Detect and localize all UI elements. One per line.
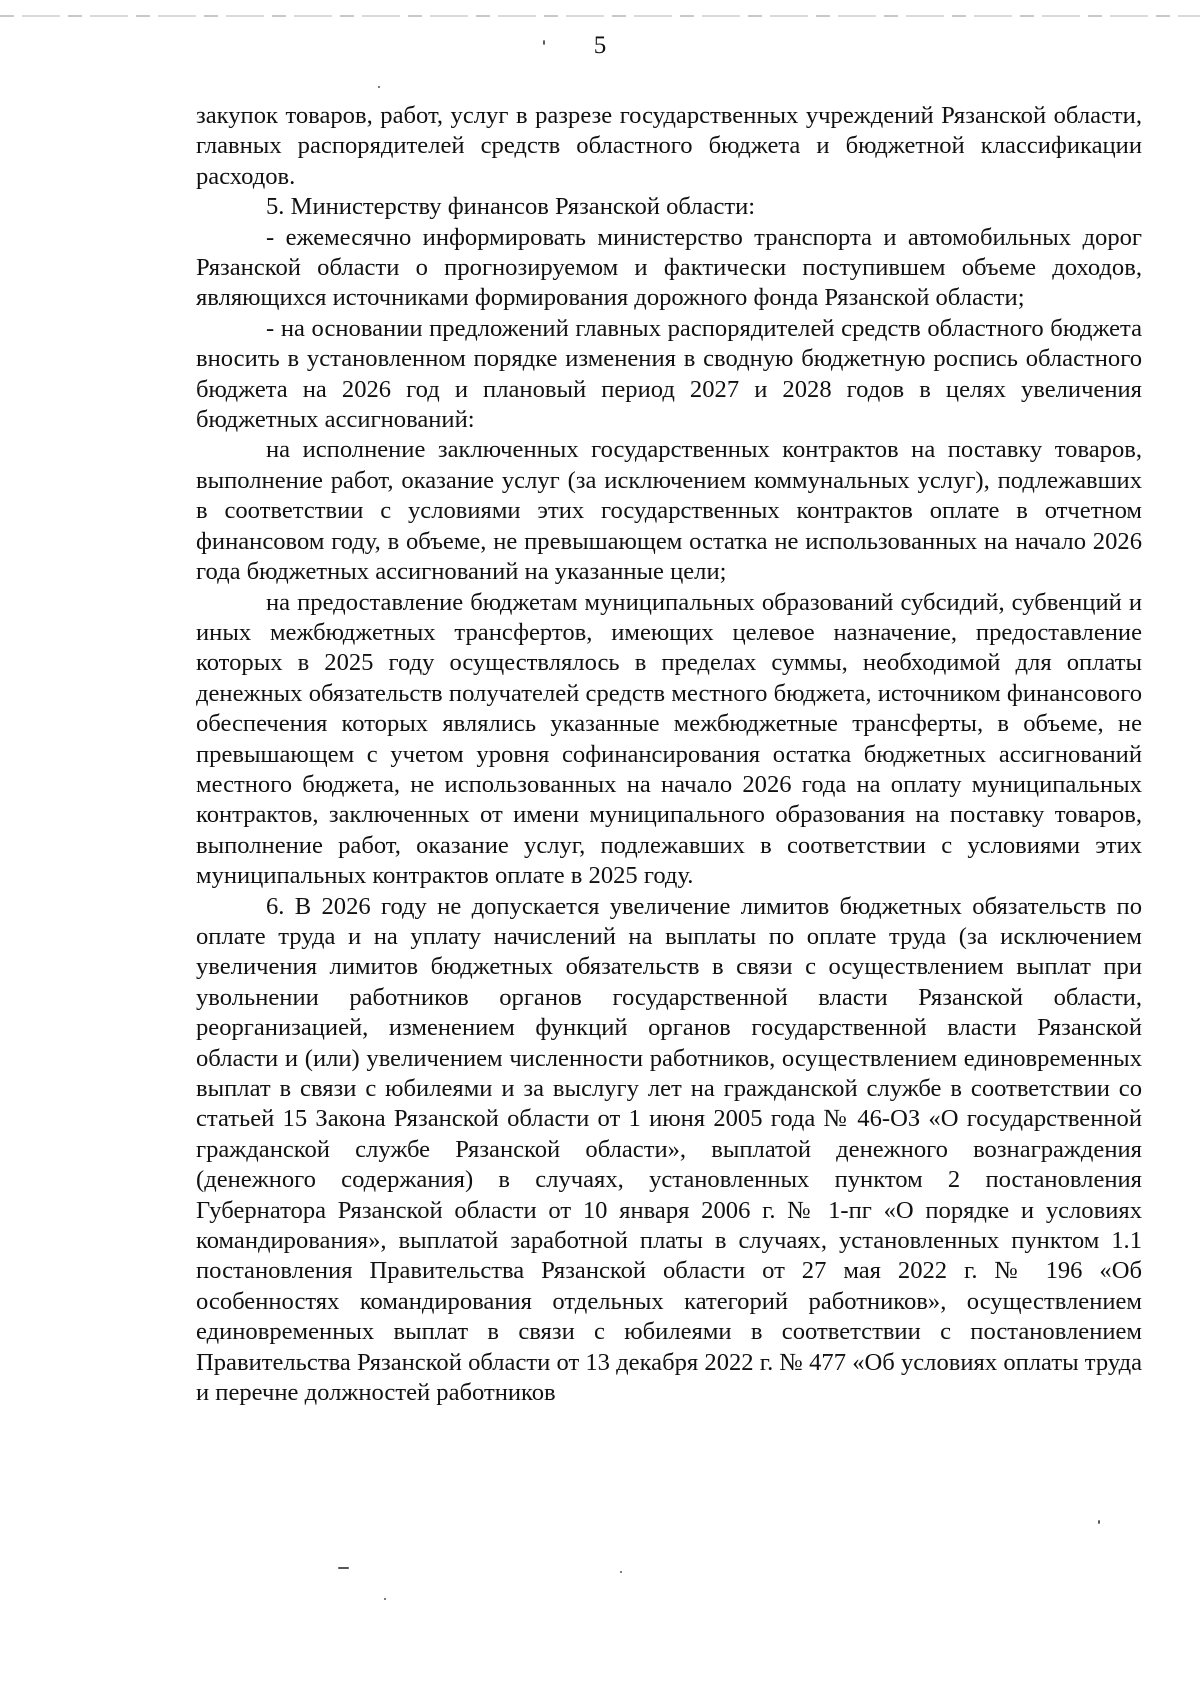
paragraph-continuation: закупок товаров, работ, услуг в разрезе государственных учреждений Рязанской области, главных распорядителей средств областного бюджета и бюджетной классификации расходов. [196,102,1142,190]
scan-edge-artifact [0,15,1200,17]
scan-speck [384,1598,386,1600]
document-body [196,101,1142,1408]
paragraph-budget-changes: - на основании предложений главных распорядителей средств областного бюджета вносить в установленном порядке изменения в сводную бюджетную роспись областного бюджета на 2026 год и плановый период 2027 и 2028 годов в целях увеличения бюджетных ассигнований: [196,314,1142,434]
scan-speck [620,1571,622,1573]
scan-speck [1098,1520,1100,1524]
paragraph-item-5: 5. Министерству финансов Рязанской области: [266,193,756,221]
page-number: 5 [593,32,607,59]
scan-speck [378,86,380,88]
paragraph-monthly-inform: - ежемесячно информировать министерство транспорта и автомобильных дорог Рязанской области о прогнозируемом и фактически поступившем объеме доходов, являющихся источниками формирования дорожного фонда Рязанской области; [196,223,1142,312]
paragraph-item-6: 6. В 2026 году не допускается увеличение лимитов бюджетных обязательств по оплате труда и на уплату начислений на выплаты по оплате труда (за исключением увеличения лимитов бюджетных обязательств в связи с осуществлением выплат при увольнении работников органов государственной власти Рязанской области, реорганизацией, изменением функций органов государственной власти Рязанской области и (или) увеличением численности работников, осуществлением единовременных выплат в связи с юбилеями и за выслугу лет на гражданской службе в соответствии со статьей 15 Закона Рязанской области от 1 июня 2005 года № 46-ОЗ «О государственной гражданской службе Рязанской области», выплатой денежного вознаграждения (денежного содержания) в случаях, установленных пунктом 2 постановления Губернатора Рязанской области от 10 января 2006 г. № 1-пг «О порядке и условиях командирования», выплатой заработной платы в случаях, установленных пунктом 1.1 постановления Правительства Рязанской области от 27 мая 2022 г. № 196 «Об особенностях командирования отдельных категорий работников», осуществлением единовременных выплат в связи с юбилеями в соответствии с постановлением Правительства Рязанской области от 13 декабря 2022 г. № 477 «Об условиях оплаты труда и перечне должностей работников [196,892,1142,1407]
paragraph-municipal-transfers: на предоставление бюджетам муниципальных образований субсидий, субвенций и иных межбюджетных трансфертов, имеющих целевое назначение, предоставление которых в 2025 году осуществлялось в пределах суммы, необходимой для оплаты денежных обязательств получателей средств местного бюджета, источником финансового обеспечения которых являлись указанные межбюджетные трансферты, в объеме, не превышающем с учетом уровня софинансирования остатка бюджетных ассигнований местного бюджета, не использованных на начало 2026 года на оплату муниципальных контрактов, заключенных от имени муниципального образования на поставку товаров, выполнение работ, оказание услуг, подлежавших в соответствии с условиями этих муниципальных контрактов оплате в 2025 году. [196,588,1142,890]
scan-speck [543,40,545,45]
scan-speck [338,1567,349,1569]
paragraph-state-contracts: на исполнение заключенных государственных контрактов на поставку товаров, выполнение работ, оказание услуг (за исключением коммунальных услуг), подлежавших в соответствии с условиями этих государственных контрактов оплате в отчетном финансовом году, в объеме, не превышающем остатка не использованных на начало 2026 года бюджетных ассигнований на указанные цели; [196,436,1142,586]
